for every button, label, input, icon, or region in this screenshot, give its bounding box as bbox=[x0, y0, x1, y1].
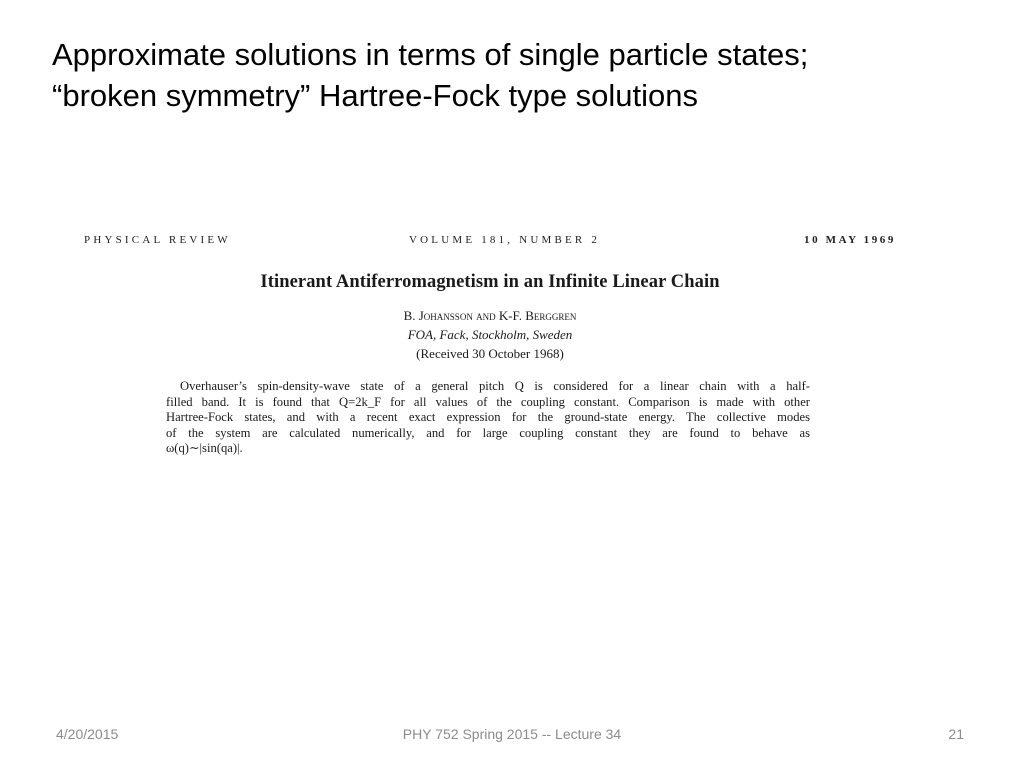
footer-date: 4/20/2015 bbox=[56, 726, 119, 742]
journal-volume: VOLUME 181, NUMBER 2 bbox=[409, 234, 601, 246]
abstract-line: ω(q)∼|sin(qa)|. bbox=[166, 441, 243, 455]
abstract-line: Overhauser’s spin-density-wave state of a general pitch Q is considered for a linear chain with a half- bbox=[180, 379, 810, 393]
paper-abstract bbox=[166, 379, 810, 457]
journal-header bbox=[84, 234, 896, 250]
paper-received-date: (Received 30 October 1968) bbox=[416, 346, 564, 361]
slide-title-line-1: Approximate solutions in terms of single particle states; bbox=[52, 37, 809, 72]
footer-course-label: PHY 752 Spring 2015 -- Lecture 34 bbox=[402, 726, 622, 742]
paper-excerpt-image bbox=[70, 222, 910, 470]
abstract-line: of the system are calculated numerically, and for large coupling constant they are found to behave as bbox=[166, 425, 810, 440]
paper-affiliation: FOA, Fack, Stockholm, Sweden bbox=[407, 327, 573, 342]
slide-title-line-2: “broken symmetry” Hartree-Fock type solutions bbox=[52, 78, 699, 113]
paper-title: Itinerant Antiferromagnetism in an Infinite Linear Chain bbox=[260, 272, 720, 292]
journal-date: 10 MAY 1969 bbox=[804, 234, 896, 246]
abstract-line: filled band. It is found that Q=2k_F for all values of the coupling constant. Comparison is made with other bbox=[166, 394, 810, 409]
paper-authors: B. Johansson and K-F. Berggren bbox=[403, 308, 577, 323]
journal-name: PHYSICAL REVIEW bbox=[84, 234, 231, 246]
slide-title bbox=[52, 34, 992, 116]
footer-page-number: 21 bbox=[948, 726, 964, 742]
abstract-line: Hartree-Fock states, and with a recent exact expression for the ground-state energy. The collective modes bbox=[166, 410, 810, 424]
